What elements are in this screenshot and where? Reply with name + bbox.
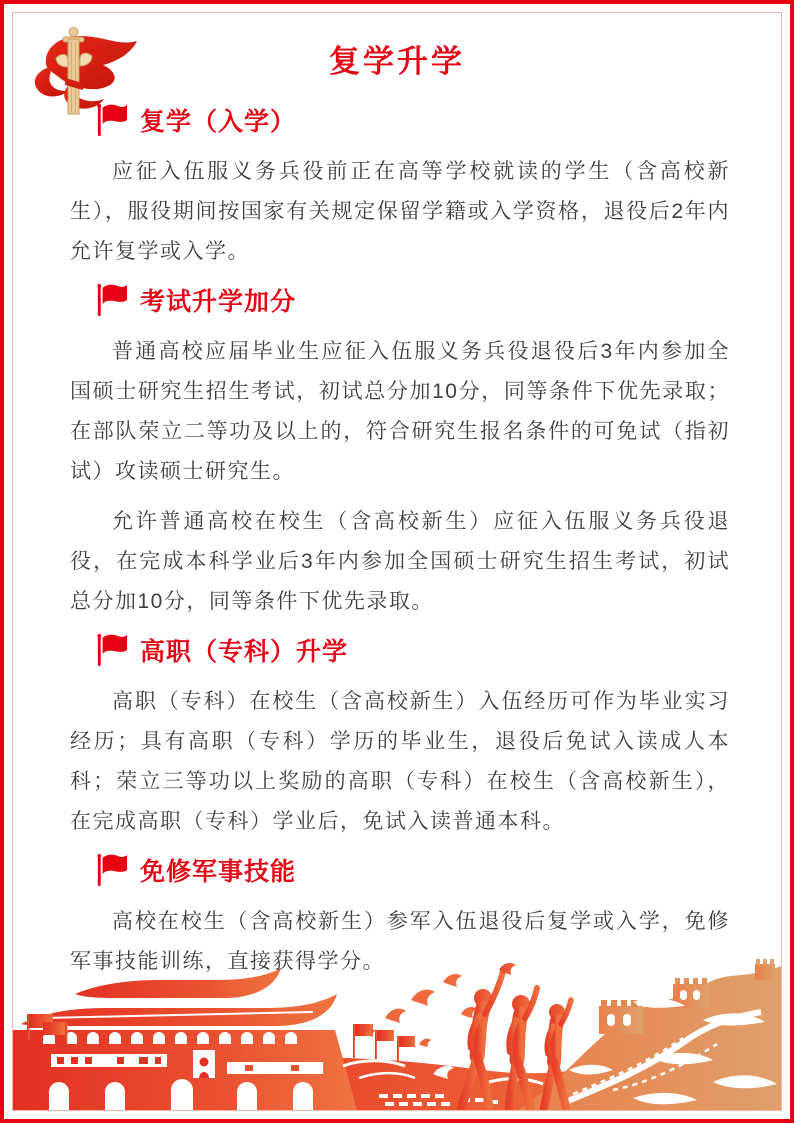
section-heading xyxy=(96,282,730,318)
section-heading xyxy=(96,632,730,668)
paragraph: 应征入伍服义务兵役前正在高等学校就读的学生（含高校新生），服役期间按国家有关规定保留学籍或入学资格，退役后2年内允许复学或入学。 xyxy=(70,160,730,263)
section-heading-label: 考试升学加分 xyxy=(140,288,297,316)
paragraph: 允许普通高校在校生（含高校新生）应征入伍服义务兵役退役，在完成本科学业后3年内参加全国硕士研究生招生考试，初试总分加10分，同等条件下优先录取。 xyxy=(70,510,730,613)
paragraph: 高校在校生（含高校新生）参军入伍退役后复学或入学，免修军事技能训练，直接获得学分。 xyxy=(70,910,730,973)
section-heading xyxy=(96,852,730,888)
section-mianxiu-junshi xyxy=(70,852,730,982)
section-heading-label: 免修军事技能 xyxy=(140,858,297,886)
red-flag-icon xyxy=(96,853,128,887)
page-title: 复学升学 xyxy=(329,44,465,79)
section-heading-label: 高职（专科）升学 xyxy=(140,638,349,666)
red-flag-icon xyxy=(96,633,128,667)
document-body xyxy=(70,98,730,992)
section-heading xyxy=(96,102,730,138)
paragraph: 普通高校应届毕业生应征入伍服义务兵役退役后3年内参加全国硕士研究生招生考试，初试总分加10分，同等条件下优先录取；在部队荣立二等功及以上的，符合研究生报名条件的可免试（指初试）攻读硕士研究生。 xyxy=(70,340,730,483)
section-heading-label: 复学（入学） xyxy=(140,108,297,136)
red-flag-icon xyxy=(96,283,128,317)
huabiao-red-flag-emblem-icon xyxy=(16,24,146,116)
section-gaozhi-shengxue xyxy=(70,632,730,842)
paragraph: 高职（专科）在校生（含高校新生）入伍经历可作为毕业实习经历；具有高职（专科）学历的毕业生，退役后免试入读成人本科；荣立三等功以上奖励的高职（专科）在校生（含高校新生），在完成高职（专科）学业后，免试入读普通本科。 xyxy=(70,690,730,833)
section-fuxue-ruxue xyxy=(70,102,730,272)
section-kaoshi-jiafen xyxy=(70,282,730,622)
